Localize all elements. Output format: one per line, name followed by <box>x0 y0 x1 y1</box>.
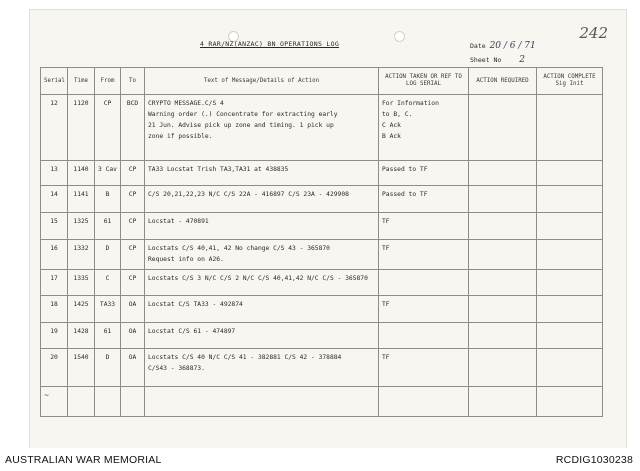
log-row <box>41 349 603 387</box>
cell-from: TA33 <box>95 296 121 323</box>
cell-action-taken <box>379 186 469 213</box>
cell-time: 1425 <box>68 296 95 323</box>
punch-hole-right <box>394 31 405 42</box>
cell-from: CP <box>95 95 121 161</box>
cell-time: 1325 <box>68 213 95 240</box>
cell-to: CP <box>121 213 145 240</box>
blank-cell <box>121 387 145 417</box>
blank-cell <box>95 387 121 417</box>
cell-line: Locstat C/S 61 - 474897 <box>148 328 236 335</box>
cell-action-required <box>469 240 537 270</box>
cell-action-required <box>469 323 537 349</box>
cell-line: TF <box>382 245 390 252</box>
header-row <box>41 68 603 95</box>
log-row <box>41 270 603 296</box>
cell-action-complete <box>537 349 603 387</box>
cell-from: D <box>95 349 121 387</box>
cell-time: 1140 <box>68 161 95 186</box>
cell-serial: 15 <box>41 213 68 240</box>
cell-line: to B, C. <box>382 111 413 118</box>
cell-time: 1120 <box>68 95 95 161</box>
col-action-required: ACTION REQUIRED <box>469 68 537 95</box>
cell-line: C Ack <box>382 122 401 129</box>
cell-time: 1540 <box>68 349 95 387</box>
date-value: 20 / 6 / 71 <box>489 41 536 51</box>
cell-time: 1335 <box>68 270 95 296</box>
cell-serial: 12 <box>41 95 68 161</box>
cell-serial: 17 <box>41 270 68 296</box>
cell-action-taken <box>379 270 469 296</box>
cell-action-taken <box>379 323 469 349</box>
cell-line: 21 Jun. Advise pick up zone and timing. 1 pick up <box>148 122 334 129</box>
col-action-taken: ACTION TAKEN OR REF TO LOG SERIAL <box>379 68 469 95</box>
cell-action-required <box>469 296 537 323</box>
cell-action-complete <box>537 240 603 270</box>
cell-action-complete <box>537 161 603 186</box>
cell-line: Locstats C/S 40 N/C C/S 41 - 382881 C/S 42 - 378884 <box>148 354 342 361</box>
date-label: Date <box>470 42 486 50</box>
cell-line: Locstat - 470891 <box>148 218 209 225</box>
col-serial: Serial <box>41 68 68 95</box>
cell-serial: 14 <box>41 186 68 213</box>
cell-line: Locstat C/S TA33 - 492874 <box>148 301 243 308</box>
cell-line: Locstats C/S 40,41, 42 No change C/S 43 - 365870 <box>148 245 330 252</box>
col-action-complete: ACTION COMPLETE Sig Init <box>537 68 603 95</box>
cell-to: CP <box>121 240 145 270</box>
cell-from: 61 <box>95 213 121 240</box>
cell-action-complete <box>537 95 603 161</box>
cell-text <box>145 323 379 349</box>
cell-action-taken <box>379 349 469 387</box>
cell-line: Passed to TF <box>382 166 428 173</box>
col-text: Text of Message/Details of Action <box>145 68 379 95</box>
blank-cell <box>379 387 469 417</box>
cell-action-required <box>469 186 537 213</box>
cell-serial: 16 <box>41 240 68 270</box>
cell-time: 1332 <box>68 240 95 270</box>
cell-serial: 19 <box>41 323 68 349</box>
date-field <box>470 41 536 51</box>
cell-line: TF <box>382 301 390 308</box>
cell-action-taken <box>379 161 469 186</box>
col-from: From <box>95 68 121 95</box>
cell-line: B Ack <box>382 133 401 140</box>
cell-text <box>145 161 379 186</box>
footer-reference: RCDIG1030238 <box>555 454 633 466</box>
cell-action-complete <box>537 323 603 349</box>
operations-log-table <box>40 67 603 417</box>
cell-action-required <box>469 270 537 296</box>
cell-action-taken <box>379 240 469 270</box>
cell-text <box>145 270 379 296</box>
cell-to: BCD <box>121 95 145 161</box>
cell-from: 3 Cav <box>95 161 121 186</box>
blank-cell <box>469 387 537 417</box>
cell-action-required <box>469 213 537 240</box>
cell-action-complete <box>537 296 603 323</box>
cell-to: CP <box>121 161 145 186</box>
cell-to: OA <box>121 296 145 323</box>
cell-from: D <box>95 240 121 270</box>
cell-line: TF <box>382 354 390 361</box>
cell-time: 1141 <box>68 186 95 213</box>
cell-line: TF <box>382 218 390 225</box>
archive-footer <box>0 448 640 471</box>
cell-action-required <box>469 95 537 161</box>
cell-from: 61 <box>95 323 121 349</box>
cell-action-complete <box>537 186 603 213</box>
cell-action-complete <box>537 213 603 240</box>
footer-institution: AUSTRALIAN WAR MEMORIAL <box>5 454 162 466</box>
cell-to: OA <box>121 323 145 349</box>
cell-serial: 18 <box>41 296 68 323</box>
cell-line: Warning order (.) Concentrate for extracting early <box>148 111 338 118</box>
cell-action-taken <box>379 95 469 161</box>
cell-action-complete <box>537 270 603 296</box>
cell-text <box>145 296 379 323</box>
blank-cell <box>68 387 95 417</box>
cell-time: 1428 <box>68 323 95 349</box>
cell-serial: 13 <box>41 161 68 186</box>
cell-to: CP <box>121 186 145 213</box>
blank-cell <box>145 387 379 417</box>
page-number: 242 <box>579 24 608 42</box>
col-time: Time <box>68 68 95 95</box>
log-row <box>41 296 603 323</box>
cell-text <box>145 95 379 161</box>
cell-from: C <box>95 270 121 296</box>
cell-action-required <box>469 161 537 186</box>
bottom-mark: ~ <box>41 387 68 417</box>
log-body <box>41 95 603 417</box>
log-title: 4 RAR/NZ(ANZAC) BN OPERATIONS LOG <box>200 40 340 48</box>
sheet-label: Sheet No <box>470 56 502 64</box>
log-row <box>41 161 603 186</box>
cell-line: For Information <box>382 100 439 107</box>
log-row <box>41 213 603 240</box>
cell-text <box>145 349 379 387</box>
cell-line: Request info on A26. <box>148 256 224 263</box>
sheet-value: 2 <box>519 55 525 65</box>
log-row <box>41 240 603 270</box>
cell-line: zone if possible. <box>148 133 213 140</box>
cell-text <box>145 213 379 240</box>
sheet-field <box>470 55 525 65</box>
cell-line: TA33 Locstat Trish TA3,TA31 at 438835 <box>148 166 289 173</box>
cell-to: OA <box>121 349 145 387</box>
cell-text <box>145 186 379 213</box>
log-row <box>41 95 603 161</box>
cell-line: C/S43 - 368873. <box>148 365 205 372</box>
cell-serial: 20 <box>41 349 68 387</box>
blank-row <box>41 387 603 417</box>
cell-line: Locstats C/S 3 N/C C/S 2 N/C C/S 40,41,42 N/C C/S - 365870 <box>148 275 368 282</box>
col-to: To <box>121 68 145 95</box>
cell-line: C/S 20,21,22,23 N/C C/S 22A - 416897 C/S 23A - 429908 <box>148 191 349 198</box>
log-row <box>41 186 603 213</box>
cell-line: CRYPTO MESSAGE.C/S 4 <box>148 100 224 107</box>
cell-line: Passed to TF <box>382 191 428 198</box>
blank-cell <box>537 387 603 417</box>
cell-action-taken <box>379 213 469 240</box>
cell-to: CP <box>121 270 145 296</box>
log-row <box>41 323 603 349</box>
cell-action-required <box>469 349 537 387</box>
cell-action-taken <box>379 296 469 323</box>
cell-from: B <box>95 186 121 213</box>
cell-text <box>145 240 379 270</box>
